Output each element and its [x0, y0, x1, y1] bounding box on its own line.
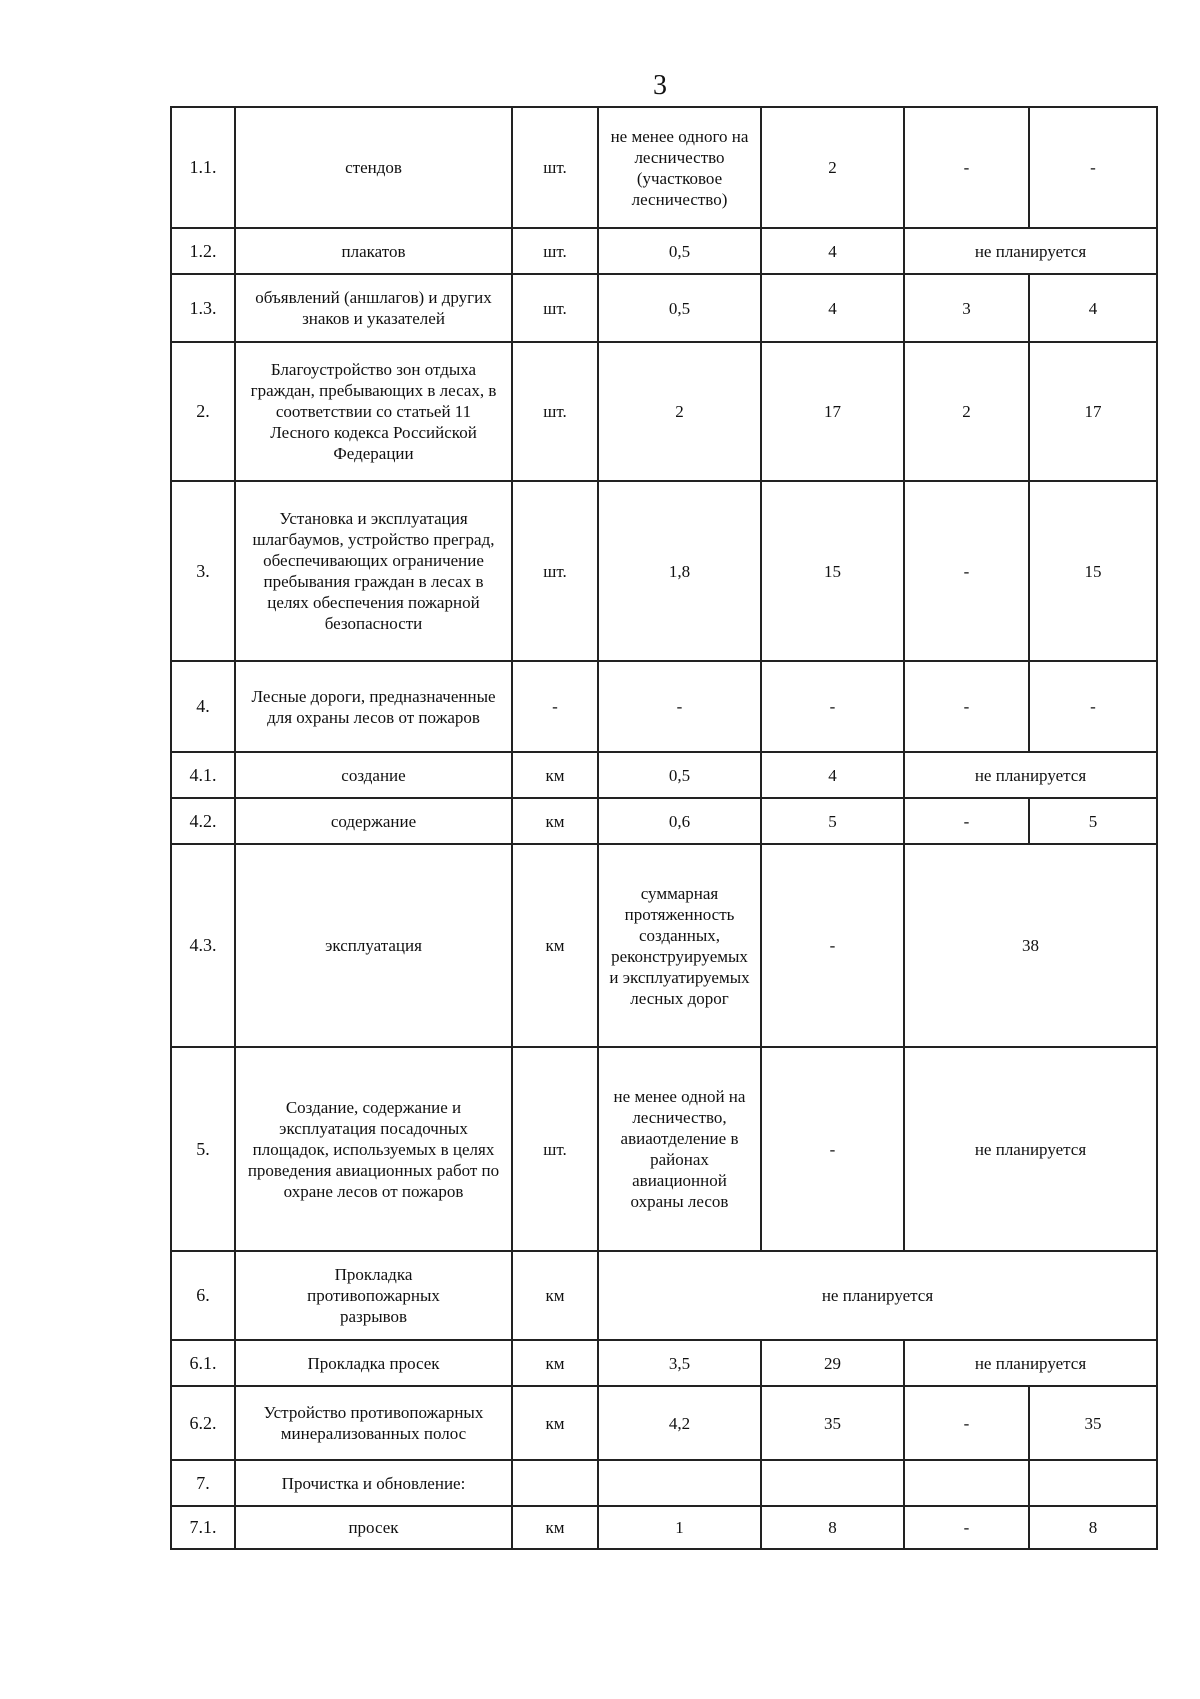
- row-number: 5.: [171, 1047, 235, 1251]
- row-norm: 0,6: [598, 798, 761, 844]
- table-row: [171, 1386, 1157, 1460]
- row-merged-status: не планируется: [904, 228, 1157, 274]
- row-number: 1.2.: [171, 228, 235, 274]
- row-name: Прокладка противопожарных разрывов: [235, 1251, 512, 1340]
- row-unit: км: [512, 844, 598, 1047]
- row-col1: [904, 1460, 1029, 1506]
- table-row: [171, 1506, 1157, 1549]
- row-unit: км: [512, 1251, 598, 1340]
- row-need: 8: [761, 1506, 904, 1549]
- row-unit: шт.: [512, 342, 598, 481]
- row-need: 2: [761, 107, 904, 228]
- row-col1: 3: [904, 274, 1029, 342]
- table-row: [171, 228, 1157, 274]
- row-need: 4: [761, 752, 904, 798]
- fire-safety-table: [170, 106, 1158, 1550]
- row-unit: шт.: [512, 1047, 598, 1251]
- row-name: Прокладка просек: [235, 1340, 512, 1386]
- row-unit: км: [512, 752, 598, 798]
- row-col2: 4: [1029, 274, 1157, 342]
- row-number: 2.: [171, 342, 235, 481]
- row-number: 6.2.: [171, 1386, 235, 1460]
- row-norm: 0,5: [598, 228, 761, 274]
- row-merged-value: 38: [904, 844, 1157, 1047]
- row-need: -: [761, 844, 904, 1047]
- row-norm: [598, 1460, 761, 1506]
- row-name: плакатов: [235, 228, 512, 274]
- row-col1: -: [904, 798, 1029, 844]
- row-name: Благоустройство зон отдыха граждан, пребывающих в лесах, в соответствии со статьей 11 Лесного кодекса Российской Федерации: [235, 342, 512, 481]
- row-number: 4.: [171, 661, 235, 752]
- row-unit: шт.: [512, 481, 598, 661]
- page-number: 3: [653, 70, 667, 101]
- row-merged-status: не планируется: [904, 1047, 1157, 1251]
- row-name: Устройство противопожарных минерализованных полос: [235, 1386, 512, 1460]
- row-need: -: [761, 1047, 904, 1251]
- row-unit: шт.: [512, 274, 598, 342]
- row-number: 7.1.: [171, 1506, 235, 1549]
- table-row: [171, 1340, 1157, 1386]
- row-number: 4.1.: [171, 752, 235, 798]
- row-col1: -: [904, 107, 1029, 228]
- row-norm: 1: [598, 1506, 761, 1549]
- row-number: 7.: [171, 1460, 235, 1506]
- table-row: [171, 274, 1157, 342]
- row-col2: [1029, 1460, 1157, 1506]
- row-norm: не менее одной на лесничество, авиаотделение в районах авиационной охраны лесов: [598, 1047, 761, 1251]
- row-merged-status: не планируется: [598, 1251, 1157, 1340]
- row-name: Установка и эксплуатация шлагбаумов, устройство преград, обеспечивающих ограничение пребывания граждан в лесах в целях обеспечения пожарной безопасности: [235, 481, 512, 661]
- table-row: [171, 752, 1157, 798]
- row-norm: 0,5: [598, 752, 761, 798]
- row-name: Прочистка и обновление:: [235, 1460, 512, 1506]
- row-col1: -: [904, 481, 1029, 661]
- row-col1: -: [904, 1506, 1029, 1549]
- row-norm: 0,5: [598, 274, 761, 342]
- row-need: [761, 1460, 904, 1506]
- row-norm: суммарная протяженность созданных, реконструируемых и эксплуатируемых лесных дорог: [598, 844, 761, 1047]
- row-col2: 35: [1029, 1386, 1157, 1460]
- row-name: объявлений (аншлагов) и других знаков и указателей: [235, 274, 512, 342]
- row-unit: [512, 1460, 598, 1506]
- row-number: 1.3.: [171, 274, 235, 342]
- row-unit: шт.: [512, 228, 598, 274]
- table-row: [171, 798, 1157, 844]
- row-name: Лесные дороги, предназначенные для охраны лесов от пожаров: [235, 661, 512, 752]
- row-unit: км: [512, 1506, 598, 1549]
- row-name: Создание, содержание и эксплуатация посадочных площадок, используемых в целях проведения авиационных работ по охране лесов от пожаров: [235, 1047, 512, 1251]
- row-number: 1.1.: [171, 107, 235, 228]
- row-col2: 15: [1029, 481, 1157, 661]
- row-norm: -: [598, 661, 761, 752]
- row-norm: 1,8: [598, 481, 761, 661]
- row-need: 29: [761, 1340, 904, 1386]
- row-need: 17: [761, 342, 904, 481]
- row-name: стендов: [235, 107, 512, 228]
- table-row: [171, 1047, 1157, 1251]
- table-row: [171, 661, 1157, 752]
- row-col1: -: [904, 661, 1029, 752]
- row-col2: -: [1029, 107, 1157, 228]
- row-col1: 2: [904, 342, 1029, 481]
- row-name: содержание: [235, 798, 512, 844]
- row-need: 15: [761, 481, 904, 661]
- row-number: 6.1.: [171, 1340, 235, 1386]
- row-need: 4: [761, 228, 904, 274]
- row-norm: 3,5: [598, 1340, 761, 1386]
- row-number: 3.: [171, 481, 235, 661]
- row-col2: 8: [1029, 1506, 1157, 1549]
- row-need: 5: [761, 798, 904, 844]
- table-row: [171, 342, 1157, 481]
- table-row: [171, 844, 1157, 1047]
- row-norm: 2: [598, 342, 761, 481]
- table-row: [171, 1460, 1157, 1506]
- row-col1: -: [904, 1386, 1029, 1460]
- row-col2: 5: [1029, 798, 1157, 844]
- row-unit: -: [512, 661, 598, 752]
- row-merged-status: не планируется: [904, 752, 1157, 798]
- table-row: [171, 481, 1157, 661]
- row-norm: не менее одного на лесничество (участковое лесничество): [598, 107, 761, 228]
- row-name: создание: [235, 752, 512, 798]
- row-col2: 17: [1029, 342, 1157, 481]
- row-name: просек: [235, 1506, 512, 1549]
- row-unit: км: [512, 798, 598, 844]
- row-need: -: [761, 661, 904, 752]
- table-row: [171, 107, 1157, 228]
- table-row: [171, 1251, 1157, 1340]
- row-need: 4: [761, 274, 904, 342]
- row-need: 35: [761, 1386, 904, 1460]
- row-number: 6.: [171, 1251, 235, 1340]
- row-number: 4.3.: [171, 844, 235, 1047]
- row-unit: шт.: [512, 107, 598, 228]
- row-number: 4.2.: [171, 798, 235, 844]
- row-norm: 4,2: [598, 1386, 761, 1460]
- row-unit: км: [512, 1340, 598, 1386]
- row-unit: км: [512, 1386, 598, 1460]
- row-col2: -: [1029, 661, 1157, 752]
- row-merged-status: не планируется: [904, 1340, 1157, 1386]
- row-name: эксплуатация: [235, 844, 512, 1047]
